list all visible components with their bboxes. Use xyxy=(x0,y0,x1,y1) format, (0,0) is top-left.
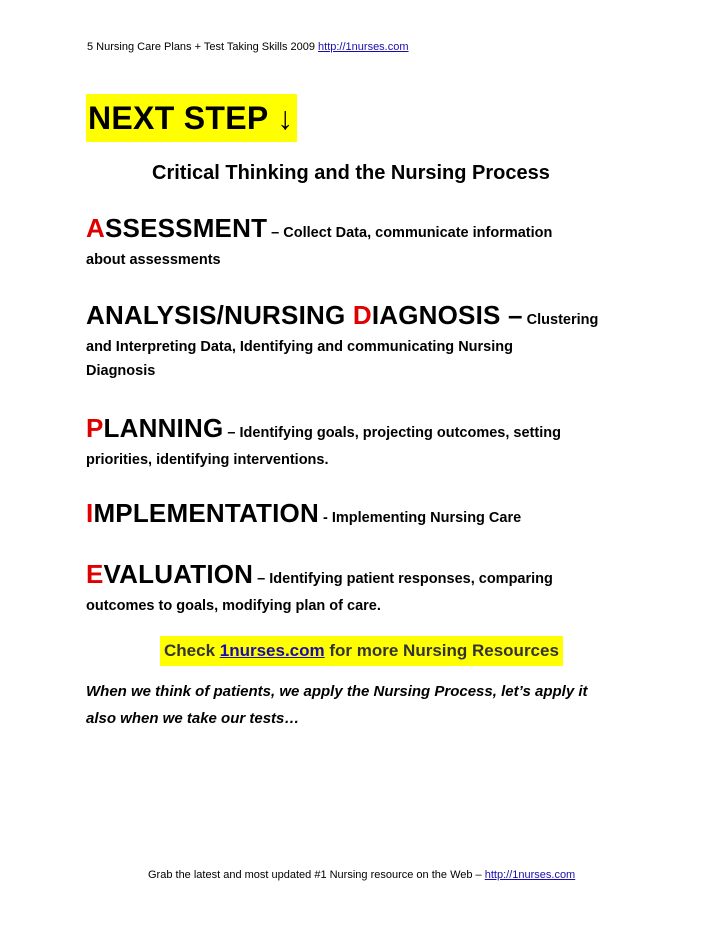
header-link[interactable]: http://1nurses.com xyxy=(318,41,409,53)
page-footer xyxy=(148,869,575,881)
closing-paragraph xyxy=(86,678,656,732)
evaluation-desc-line2: outcomes to goals, modifying plan of care. xyxy=(86,598,381,614)
resources-banner xyxy=(160,636,563,666)
next-step-banner xyxy=(86,94,297,142)
implementation-initial: I xyxy=(86,498,94,528)
evaluation-heading: VALUATION xyxy=(103,559,254,589)
down-arrow-icon: ↓ xyxy=(277,100,294,136)
planning-heading: LANNING xyxy=(103,413,224,443)
assessment-desc-line2: about assessments xyxy=(86,252,221,268)
closing-line2: also when we take our tests… xyxy=(86,710,300,727)
evaluation-initial: E xyxy=(86,559,104,589)
section-subtitle: Critical Thinking and the Nursing Process xyxy=(152,162,550,184)
analysis-initial: D xyxy=(352,300,372,330)
planning-desc-line2: priorities, identifying interventions. xyxy=(86,452,329,468)
assessment-section xyxy=(86,213,646,272)
footer-text: Grab the latest and most updated #1 Nursing resource on the Web – xyxy=(148,869,485,881)
planning-initial: P xyxy=(86,413,104,443)
analysis-heading: IAGNOSIS – xyxy=(371,300,523,330)
evaluation-desc: – Identifying patient responses, comparing xyxy=(253,571,553,587)
analysis-heading-pre: ANALYSIS/NURSING xyxy=(86,300,353,330)
next-step-label: NEXT STEP xyxy=(88,100,268,136)
check-post: for more Nursing Resources xyxy=(324,641,559,660)
implementation-section xyxy=(86,498,646,529)
check-pre: Check xyxy=(164,641,220,660)
analysis-desc: Clustering xyxy=(522,312,599,328)
implementation-desc: - Implementing Nursing Care xyxy=(318,510,522,526)
assessment-heading: SSESSMENT xyxy=(104,213,268,243)
planning-section xyxy=(86,413,646,472)
assessment-initial: A xyxy=(86,213,105,243)
page-header xyxy=(87,41,409,53)
analysis-desc-line2: and Interpreting Data, Identifying and communicating Nursing xyxy=(86,339,513,355)
evaluation-section xyxy=(86,559,646,618)
analysis-section xyxy=(86,300,646,383)
analysis-desc-line3: Diagnosis xyxy=(86,363,156,379)
assessment-desc: – Collect Data, communicate information xyxy=(267,225,553,241)
closing-line1: When we think of patients, we apply the Nursing Process, let’s apply it xyxy=(86,683,588,700)
footer-link[interactable]: http://1nurses.com xyxy=(484,869,576,881)
header-text: 5 Nursing Care Plans + Test Taking Skills 2009 xyxy=(87,41,319,53)
planning-desc: – Identifying goals, projecting outcomes, setting xyxy=(223,425,561,441)
resources-link[interactable]: 1nurses.com xyxy=(219,641,325,660)
implementation-heading: MPLEMENTATION xyxy=(93,498,319,528)
